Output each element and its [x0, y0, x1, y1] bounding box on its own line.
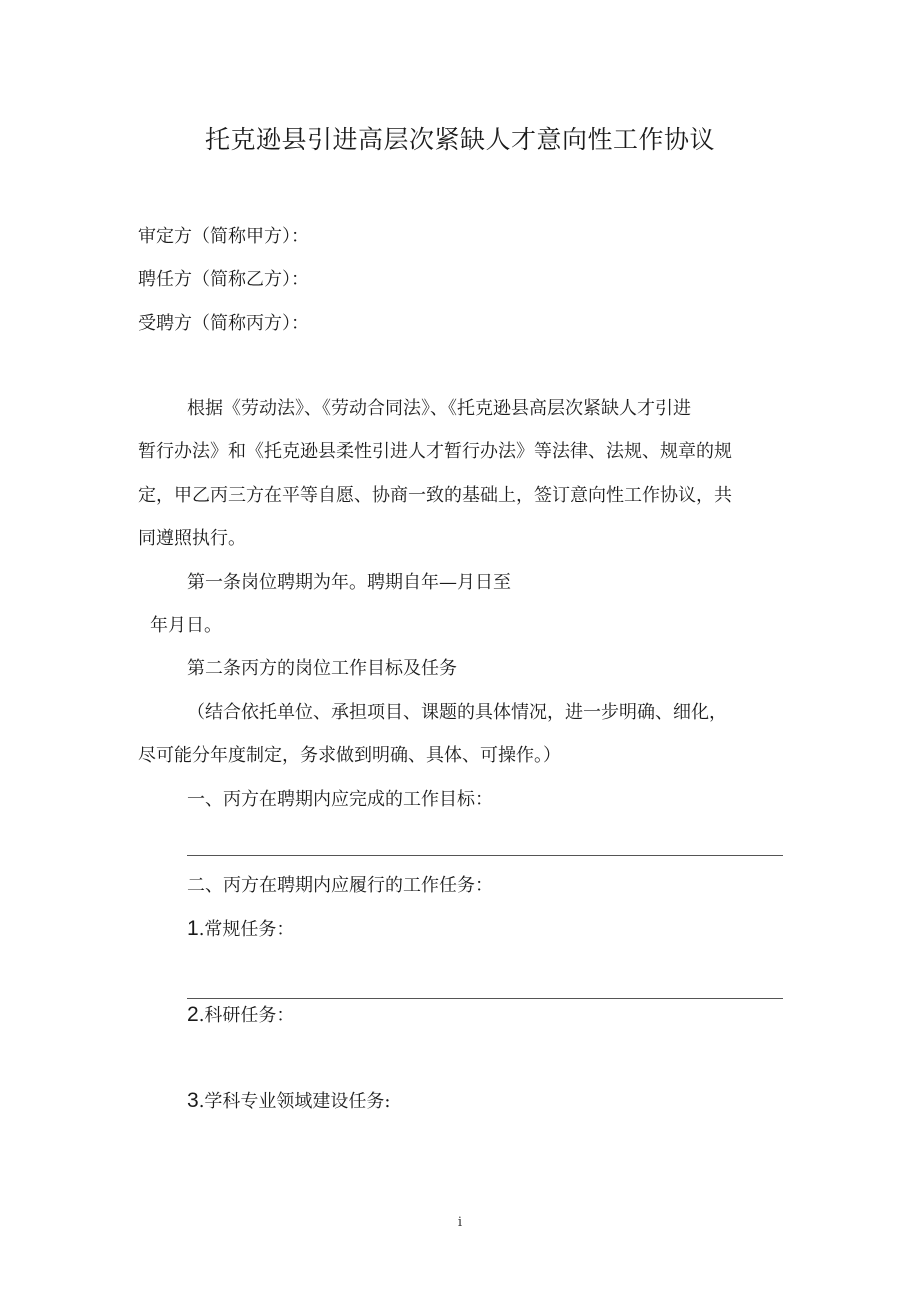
task-label: .学科专业领域建设任务: — [198, 1091, 391, 1112]
task-item — [187, 1088, 390, 1115]
article2-note-line: 尽可能分年度制定，务求做到明确、具体、可操作。） — [138, 745, 561, 766]
article2-note-line: （结合依托单位、承担项目、课题的具体情况，进一步明确、细化， — [187, 702, 727, 723]
party-a-line: 审定方（简称甲方）： — [138, 226, 309, 247]
document-title: 托克逊县引进高层次紧缺人才意向性工作协议 — [204, 125, 715, 154]
party-c-line: 受聘方（简称丙方）： — [138, 313, 309, 334]
page-number: i — [457, 1215, 463, 1230]
task-number: 1 — [187, 917, 199, 940]
article2-heading: 第二条丙方的岗位工作目标及任务 — [187, 658, 457, 679]
section1-heading: 一、丙方在聘期内应完成的工作目标： — [187, 789, 493, 810]
preamble-line: 定，甲乙丙三方在平等自愿、协商一致的基础上，签订意向性工作协议，共 — [138, 485, 732, 506]
task-label: .常规任务： — [198, 919, 295, 940]
blank-fill-line — [187, 998, 783, 999]
party-b-line: 聘任方（简称乙方）： — [138, 269, 309, 290]
task-item — [187, 1002, 294, 1029]
task-item — [187, 916, 294, 943]
preamble-line: 根据《劳动法》、《劳动合同法》、《托克逊县高层次紧缺人才引进 — [187, 398, 691, 419]
task-number: 3 — [187, 1089, 199, 1112]
task-label: .科研任务： — [198, 1005, 295, 1026]
article1-line: 第一条岗位聘期为年。聘期自年—月日至 — [187, 572, 511, 593]
preamble-line: 同遵照执行。 — [138, 528, 246, 549]
blank-fill-line — [187, 855, 783, 856]
section2-heading: 二、丙方在聘期内应履行的工作任务： — [187, 875, 493, 896]
article1-line: 年月日。 — [150, 615, 222, 636]
task-number: 2 — [187, 1003, 199, 1026]
preamble-line: 暂行办法》和《托克逊县柔性引进人才暂行办法》等法律、法规、规章的规 — [138, 441, 732, 462]
